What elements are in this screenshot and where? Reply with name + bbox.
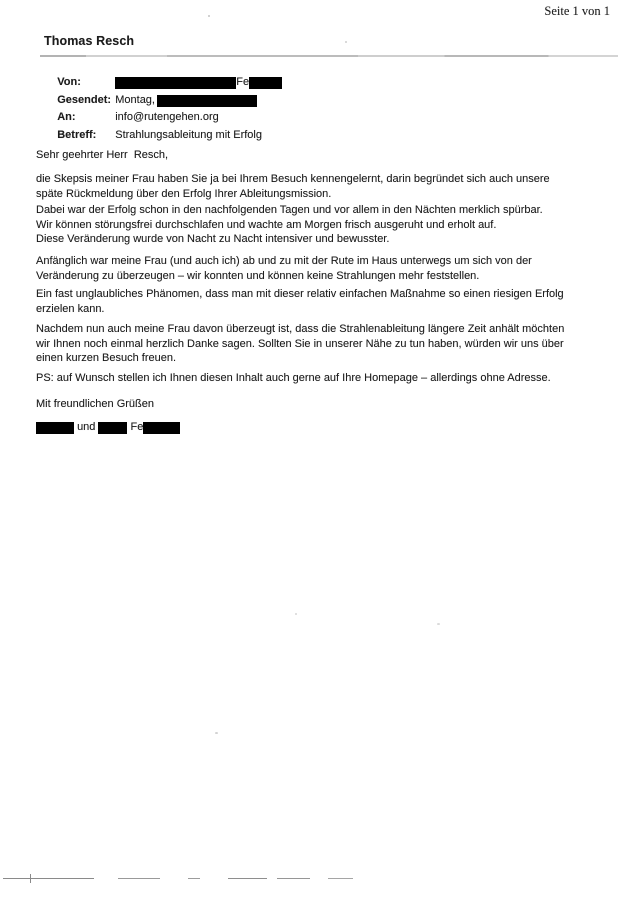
scan-line-artifact (228, 878, 267, 879)
paragraph-line: Wir können störungsfrei durchschlafen und wachte am Morgen frisch ausgeruht und erholt auf. (36, 218, 497, 231)
closing-line: Mit freundlichen Grüßen (36, 398, 154, 410)
ps-line: PS: auf Wunsch stellen ich Ihnen diesen Inhalt auch gerne auf Ihre Homepage – allerdings ohne Adresse. (36, 372, 551, 384)
paragraph-line: Ein fast unglaubliches Phänomen, dass man mit dieser relativ einfachen Maßnahme so einen riesigen Erfolg (36, 288, 564, 300)
paragraph-4 (36, 287, 564, 316)
paragraph-line: Anfänglich war meine Frau (und auch ich) ab und zu mit der Rute im Haus unterwegs um sich von der (36, 255, 532, 267)
scan-speck (437, 623, 440, 625)
scan-line-artifact (3, 878, 94, 879)
an-label: An: (57, 111, 76, 123)
scan-line-artifact (188, 878, 200, 879)
signature-visible-fragment: Fe (130, 421, 144, 433)
paragraph-line: wir Ihnen noch einmal herzlich Danke sagen. Sollten Sie in unserer Nähe zu tun haben, würden wir uns über (36, 337, 564, 350)
scan-speck (208, 15, 210, 17)
redaction-bar (98, 422, 127, 434)
signature-line (36, 420, 180, 435)
paragraph-3 (36, 254, 532, 283)
redaction-bar (143, 422, 180, 434)
von-label: Von: (57, 76, 81, 88)
paragraph-line: Dabei war der Erfolg schon in den nachfolgenden Tagen und vor allem in den Nächten merklich spürbar. (36, 204, 543, 216)
scan-speck (295, 613, 297, 615)
betreff-label: Betreff: (57, 129, 97, 141)
signature-connector: und (77, 421, 96, 433)
paragraph-5 (36, 322, 564, 366)
paragraph-line: die Skepsis meiner Frau haben Sie ja bei Ihrem Besuch kennengelernt, darin begründet sich auch unsere (36, 173, 550, 185)
paragraph-line: Veränderung zu überzeugen – wir konnten und können keine Strahlungen mehr feststellen. (36, 269, 480, 282)
scan-line-artifact (118, 878, 160, 879)
paragraph-1 (36, 172, 550, 201)
subject-text: Strahlungsableitung mit Erfolg (115, 129, 262, 141)
scan-speck (215, 732, 218, 734)
paragraph-line: Diese Veränderung wurde von Nacht zu Nacht intensiver und bewusster. (36, 233, 390, 245)
recipient-email: info@rutengehen.org (115, 111, 219, 123)
page-number: Seite 1 von 1 (544, 4, 610, 18)
header-divider (40, 55, 618, 57)
paragraph-line: erzielen kann. (36, 302, 105, 315)
redaction-bar (36, 422, 74, 434)
gesendet-label: Gesendet: (57, 94, 112, 106)
scan-line-artifact (328, 878, 353, 879)
salutation: Sehr geehrter Herr Resch, (36, 149, 169, 161)
scan-tick-artifact (30, 874, 31, 883)
gesendet-visible-value: Montag, (115, 94, 155, 106)
contact-name-heading: Thomas Resch (44, 34, 135, 48)
scan-speck (345, 41, 347, 43)
paragraph-2 (36, 203, 543, 247)
paragraph-line: Nachdem nun auch meine Frau davon überzeugt ist, dass die Strahlenableitung längere Zeit anhält möchten (36, 323, 565, 335)
paragraph-line: einen kurzen Besuch freuen. (36, 352, 177, 364)
scan-line-artifact (277, 878, 310, 879)
von-visible-fragment: Fe (236, 76, 250, 88)
paragraph-line: späte Rückmeldung über den Erfolg Ihrer Ableitungsmission. (36, 187, 332, 200)
